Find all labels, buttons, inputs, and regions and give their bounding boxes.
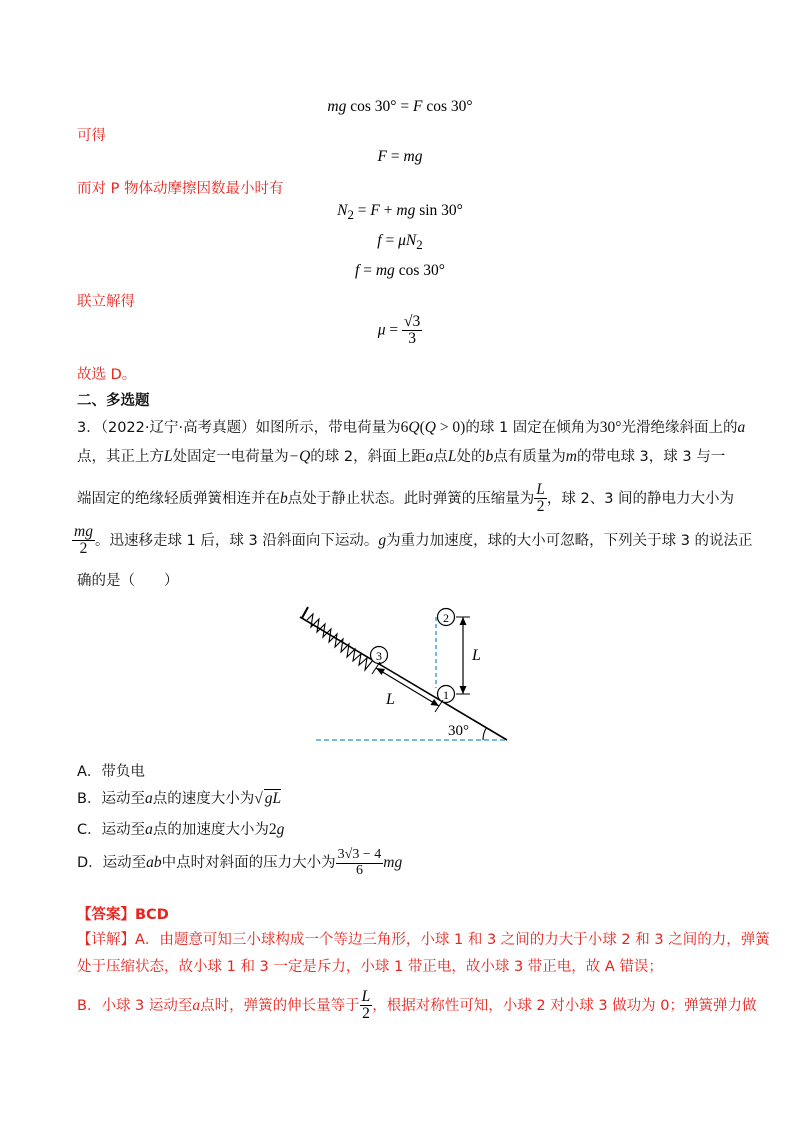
fraction-denominator: 2: [536, 498, 545, 516]
q-mass: m: [565, 448, 577, 465]
equation-force-balance: mg cos 30° = F cos 30°: [327, 98, 473, 115]
incline-figure: [290, 598, 520, 748]
q-text: 点，其正上方: [77, 449, 164, 465]
equation-normal-force: $N_2 = F$ + mg sin 30°: [337, 202, 463, 223]
q-text: 的带电球 3，球 3 与一: [576, 449, 726, 465]
option-c: [77, 818, 284, 839]
question-source: （2022·辽宁·高考真题）: [100, 420, 256, 436]
mu-lhs: μ =: [377, 321, 399, 339]
fraction-denominator: 2: [362, 1005, 370, 1023]
q-point-b: b: [485, 448, 494, 465]
q-point-a: a: [425, 448, 434, 465]
q-text: 点处于静止状态。此时弹簧的压缩量为: [287, 490, 535, 507]
q-text: ，球 2、3 间的静电力大小为: [546, 490, 735, 507]
q-text: 的球 2，斜面上距: [310, 449, 426, 465]
q-text: 端固定的绝缘轻质弹簧相连并在: [77, 490, 280, 507]
question-line-4: [72, 524, 753, 558]
option-b: [77, 787, 281, 808]
fraction-numerator: mg: [74, 523, 93, 540]
text-friction-min: 而对 P 物体动摩擦因数最小时有: [77, 181, 284, 197]
fraction-numerator: L: [536, 481, 545, 498]
option-d: [77, 848, 402, 878]
mu-denominator: 3: [408, 330, 416, 348]
mu-fraction: [402, 314, 422, 348]
q-compression-fraction: [534, 482, 547, 516]
q-text: 点有质量为: [493, 449, 566, 465]
question-number: 3．: [77, 420, 101, 436]
ans-text: 点时，弹簧的伸长量等于: [200, 997, 360, 1014]
q-force-fraction: [72, 524, 95, 558]
answer-detail-line-3: [77, 989, 757, 1023]
opt-text: C．运动至: [77, 822, 146, 838]
ball-3-label: 3: [376, 649, 382, 663]
spring-coil: [307, 614, 373, 670]
equation-friction-value: f = mg cos 30°: [355, 262, 445, 279]
option-a: A．带负电: [77, 764, 145, 780]
answer-detail-line-2: 处于压缩状态，故小球 1 和 3 一定是斥力，小球 1 带正电，故小球 3 带正电，故 A 错误；: [77, 959, 663, 975]
angle-arc: [483, 728, 487, 741]
answer-detail-line-1: 【详解】A．由题意可知三小球构成一个等边三角形，小球 1 和 3 之间的力大于小球 2 和 3 之间的力，弹簧: [77, 932, 770, 948]
ans-fraction: [360, 989, 373, 1023]
question-line-3: [77, 482, 734, 516]
vertical-L-label: L: [472, 647, 481, 664]
question-line-2: [77, 445, 725, 466]
opt-b-radicand: gL: [264, 790, 282, 807]
arrowhead-down: [460, 686, 467, 694]
equation-friction: $f = \mu N_2$: [377, 232, 423, 253]
opt-text: D．运动至: [77, 855, 147, 872]
q-L: L: [164, 448, 173, 465]
opt-b-value: √ gL: [254, 790, 282, 807]
opt-point: a: [145, 821, 153, 838]
q-text: 处的: [456, 449, 486, 465]
opt-text: 点的加速度大小为: [152, 822, 269, 838]
q-text: 如图所示，带电荷量为: [255, 420, 401, 436]
arrowhead-up: [460, 617, 467, 625]
ball-1-label: 1: [443, 688, 449, 702]
text-kede: 可得: [77, 128, 106, 144]
section-title: 二、多选题: [77, 393, 150, 409]
opt-point: a: [144, 790, 153, 807]
q-text: 光滑绝缘斜面上的: [621, 420, 738, 436]
q-charge: 6Q(Q > 0): [400, 419, 466, 436]
opt-d-fraction: [336, 848, 384, 878]
q-text: 点: [433, 449, 448, 465]
q-angle: 30°: [599, 419, 622, 436]
fraction-numerator: L: [361, 988, 371, 1005]
q-L: L: [447, 448, 457, 465]
opt-d-tail: mg: [383, 854, 403, 872]
text-answer-d: 故选 D。: [77, 367, 137, 383]
question-line-5: 确的是（ ）: [77, 573, 179, 589]
equation-mu: [0, 314, 800, 348]
opt-c-value: 2g: [268, 821, 285, 838]
ans-text: ，根据对称性可知，小球 2 对小球 3 做功为 0；弹簧弹力做: [372, 997, 757, 1014]
equation-f-equals-mg: F = mg: [377, 148, 423, 165]
incline-surface: [300, 617, 507, 740]
q-gravity: g: [378, 531, 387, 549]
mu-numerator: √3: [404, 313, 421, 330]
q-point-a: a: [737, 419, 746, 436]
opt-point: ab: [146, 854, 162, 872]
fraction-denominator: 2: [79, 540, 88, 558]
angle-label: 30°: [448, 723, 469, 739]
question-line-1: [77, 416, 745, 437]
ans-point: a: [192, 996, 201, 1014]
q-text: 处固定一电荷量为: [172, 449, 289, 465]
opt-text: 中点时对斜面的压力大小为: [161, 855, 336, 872]
ans-text: B．小球 3 运动至: [77, 997, 193, 1014]
arrowhead-slope-left: [376, 668, 385, 675]
q-negq: −Q: [288, 448, 311, 465]
fraction-numerator: 3√3 − 4: [337, 847, 382, 862]
q-text: 。迅速移走球 1 后，球 3 沿斜面向下运动。: [94, 532, 379, 549]
opt-text: 点的速度大小为: [152, 791, 255, 807]
q-point-b: b: [280, 489, 288, 507]
slope-L-label: L: [386, 691, 395, 708]
ball-2-label: 2: [443, 611, 449, 625]
tick-slope-right: [435, 700, 443, 712]
arrowhead-slope-right: [431, 699, 440, 706]
q-text: 为重力加速度，球的大小可忽略，下列关于球 3 的说法正: [386, 532, 753, 549]
opt-text: B．运动至: [77, 791, 145, 807]
text-lianli: 联立解得: [77, 294, 135, 310]
q-text: 的球 1 固定在倾角为: [465, 420, 600, 436]
fraction-denominator: 6: [355, 862, 363, 878]
tick-slope-left: [372, 662, 380, 674]
spring-wall: [302, 607, 308, 618]
answer-label: 【答案】BCD: [77, 907, 169, 923]
